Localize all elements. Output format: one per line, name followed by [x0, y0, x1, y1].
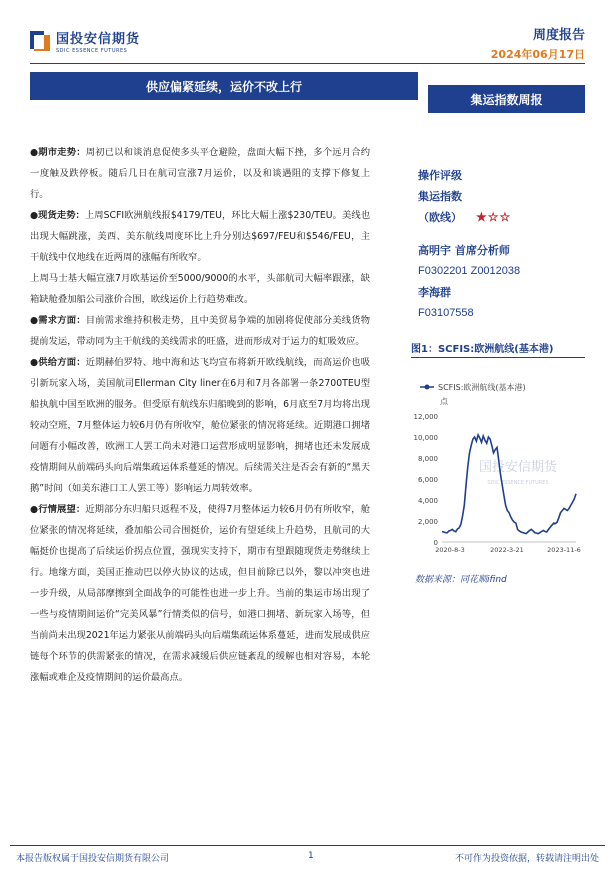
- logo-en: SDIC ESSENCE FUTURES: [56, 48, 128, 54]
- footer-copyright: 本报告版权属于国投安信期货有限公司: [16, 854, 170, 864]
- x-tick-label: 2022-3-21: [490, 546, 524, 554]
- section-lead: ●现货走势：: [30, 210, 85, 221]
- section-lead: ●期市走势：: [30, 147, 86, 158]
- chart-legend: [420, 382, 526, 392]
- figure-title: 图1：SCFIS:欧洲航线(基本港): [411, 344, 554, 355]
- x-tick-label: 2020-8-3: [435, 546, 465, 554]
- analyst-block: [418, 240, 588, 324]
- section-text: 近期部分东归船只返程不及，使得7月整体运力较6月仍有所收窄，舱位紧张的情况将延续，叠加船公司合围挺价，运价有望延续上升趋势，且航司的大幅挺价也提高了后续运价拐点位置，强现实支持下，期市有望跟随现货走势继续上行。地缘方面，美国正推动巴以停火协议的达成，但目前除已以外，黎以冲突也进一步升级，从局部摩擦到全面战争的可能性也进一步上升。当前的集运市场出现了一些与疫情期间运价“完美风暴”行情类似的信号，如港口拥堵、新玩家入场等，但当前尚未出现2021年运力紧张从前端码头向后端集疏运体系蔓延，进而发展成供应链每个环节的供需紧张的情况，在需求减缓后供应链紊乱的缓解也相对容易，本轮涨幅或难企及疫情期间的运价最高点。: [30, 504, 370, 683]
- legend-marker-icon: [425, 385, 430, 390]
- section-market: [30, 142, 370, 205]
- analyst-name: 高明宇 首席分析师: [418, 244, 510, 257]
- section-lead: ●供给方面：: [30, 357, 86, 368]
- rating-line: [418, 207, 588, 228]
- footer-disclaimer: 不可作为投资依据，转载请注明出处: [454, 854, 599, 864]
- y-tick-label: 0: [433, 539, 438, 547]
- legend-series-name: SCFIS:欧洲航线(基本港): [438, 383, 526, 392]
- y-tick-label: 12,000: [413, 413, 438, 421]
- report-date: 2024年06月17日: [490, 48, 585, 61]
- axis-unit-label: 点: [440, 397, 448, 406]
- page-number: 1: [308, 851, 314, 861]
- y-tick-label: 2,000: [417, 518, 438, 526]
- y-tick-label: 10,000: [413, 434, 438, 442]
- report-type: 周度报告: [532, 28, 585, 43]
- x-tick-label: 2023-11-6: [547, 546, 581, 554]
- scfis-chart: [406, 378, 586, 563]
- watermark-cn: 国投安信期货: [478, 460, 558, 475]
- report-title: 供应偏紧延续，运价不改上行: [30, 72, 418, 100]
- logo-cn: 国投安信期货: [56, 32, 141, 47]
- company-logo: [30, 28, 140, 54]
- section-text: 近期赫伯罗特、地中海和达飞均宣布将新开欧线航线，而高运价也吸引新玩家入场，美国航司Ellerman City liner在6月和7月各部署一条2700TEU型船执航中国至欧洲的服务。但受原有航线东归船晚到的影响，6月底至7月均将出现较动空班，7月整体运力较6月仍有所收窄，舱位紧张的情况将延续。近期港口拥堵问题有小幅改善，欧洲工人罢工尚未对港口运营形成明显影响，拥堵也还未发展成疫情期间从前端码头向后端集疏运体系蔓延的情况。后续需关注是否会有新的“黑天鹅”时间（如美东港口工人罢工等）影响运力周转效率。: [30, 357, 370, 494]
- rating-stars: ★☆☆: [476, 210, 512, 224]
- logo-text: [56, 28, 140, 54]
- section-demand: [30, 310, 370, 352]
- y-tick-label: 8,000: [417, 455, 438, 463]
- section-text: 周初已以和谈消息促使多头平仓避险，盘面大幅下挫，多个远月合约一度触及跌停板。随后几日在航司宣涨7月运价，以及和谈遇阻的支撑下修复上行。: [30, 147, 370, 200]
- header-divider: [30, 63, 585, 64]
- analyst-codes: F03107558: [418, 307, 474, 319]
- section-lead: ●行情展望：: [30, 504, 86, 515]
- analyst-name: 李海群: [418, 286, 451, 299]
- logo-icon: [30, 31, 50, 51]
- section-supply: [30, 352, 370, 499]
- section-spot-2: [30, 268, 370, 310]
- section-outlook: [30, 499, 370, 688]
- report-body: [30, 142, 370, 688]
- rating-panel: [418, 165, 588, 324]
- section-text: 上周马士基大幅宣涨7月欧基运价至5000/9000的水平，头部航司大幅率跟涨，缺箱缺舱叠加船公司涨价合围，欧线运价上行趋势难改。: [30, 273, 370, 305]
- report-tag: 集运指数周报: [428, 85, 585, 113]
- watermark-en: SDIC ESSENCE FUTURES: [487, 480, 549, 486]
- data-source: 数据来源：同花顺ifind: [415, 575, 507, 585]
- section-text: 目前需求维持积极走势，且中美贸易争端的加剧将促使部分美线货物提前发运，带动同为主干航线的美线需求的旺盛，进而形成对于运力的虹吸效应。: [30, 315, 370, 347]
- rating-route: （欧线）: [418, 211, 462, 224]
- section-lead: ●需求方面：: [30, 315, 86, 326]
- rating-product: 集运指数: [418, 190, 462, 203]
- section-text: 上周SCFI欧洲航线报$4179/TEU，环比大幅上涨$230/TEU。美线也出现大幅跳涨，美西、美东航线周度环比上升分别达$697/FEU和$546/FEU，主干航线中仅地线在近两周的涨幅有所收窄。: [30, 210, 370, 263]
- footer-divider: [10, 845, 605, 846]
- y-tick-label: 6,000: [417, 476, 438, 484]
- figure-divider: [411, 357, 585, 358]
- rating-label: 操作评级: [418, 169, 462, 182]
- analyst-codes: F0302201 Z0012038: [418, 265, 521, 277]
- y-tick-label: 4,000: [417, 497, 438, 505]
- section-spot: [30, 205, 370, 268]
